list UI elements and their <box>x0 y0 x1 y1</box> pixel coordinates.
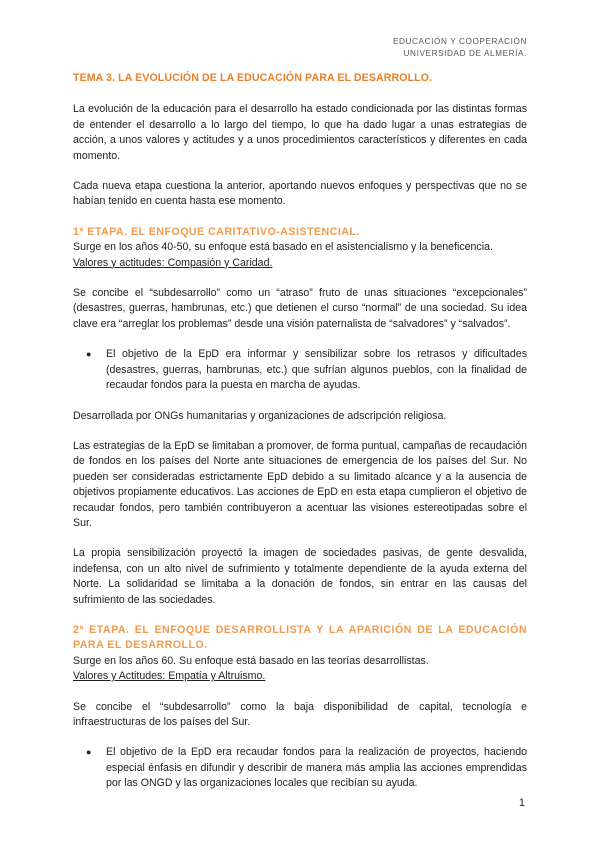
stage2-subtitle: Surge en los años 60. Su enfoque está basado en las teorías desarrollistas. <box>73 654 429 667</box>
intro-paragraph-1: La evolución de la educación para el desarrollo ha estado condicionada por las distintas formas de entender el desarrollo a lo largo del tiempo, lo que ha dado lugar a unas estrategias de acción, a unos valores y actitudes y a unos procedimientos característicos y diferentes en cada momento. <box>73 103 527 162</box>
stage2-values: Valores y Actitudes: Empatía y Altruismo. <box>73 670 266 683</box>
stage2-heading: 2ª ETAPA. EL ENFOQUE DESARROLLISTA Y LA APARICIÓN DE LA EDUCACIÓN PARA EL DESARROLLO. <box>73 623 527 652</box>
stage1-paragraph-3: Las estrategias de la EpD se limitaban a promover, de forma puntual, campañas de recaudación de fondos en los países del Norte ante situaciones de emergencia de los países del Sur. No pueden ser consideradas estrictamente EpD debido a su limitado alcance y a la ausencia de objetivos propiamente educativos. Las acciones de EpD en esta etapa cumplieron el objetivo de recaudar fondos, pero también contribuyeron a acentuar las visiones estereotipadas sobre el Sur. <box>73 439 527 529</box>
intro-paragraph-2: Cada nueva etapa cuestiona la anterior, aportando nuevos enfoques y perspectivas que no se habían tenido en cuenta hasta ese momento. <box>73 180 527 208</box>
stage1-heading: 1ª ETAPA. EL ENFOQUE CARITATIVO-ASISTENCIAL. <box>73 225 360 238</box>
page-header <box>393 36 527 59</box>
header-course: EDUCACIÓN Y COOPERACIÓN <box>392 37 527 46</box>
stage2-bullet-text: El objetivo de la EpD era recaudar fondos para la realización de proyectos, haciendo especial énfasis en difundir y describir de manera más amplia las acciones emprendidas por las ONGD y las organizaciones locales que recibían su ayuda. <box>106 746 527 790</box>
stage2-paragraph-1: Se concibe el “subdesarrollo” como la baja disponibilidad de capital, tecnología e infraestructuras de los países del Sur. <box>73 700 527 728</box>
stage1-paragraph-2: Desarrollada por ONGs humanitarias y organizaciones de adscripción religiosa. <box>73 409 447 422</box>
bullet-icon: ● <box>86 349 92 360</box>
document-title: TEMA 3. LA EVOLUCIÓN DE LA EDUCACIÓN PARA EL DESARROLLO. <box>73 72 433 84</box>
page-number: 1 <box>519 797 525 809</box>
stage1-bullet-text: El objetivo de la EpD era informar y sensibilizar sobre los retrasos y dificultades (desastres, guerras, hambrunas, etc.) que sufrían algunos pueblos, con la finalidad de recaudar fondos para la puesta en marcha de ayudas. <box>106 348 527 392</box>
stage1-paragraph-4: La propia sensibilización proyectó la imagen de sociedades pasivas, de gente desvalida, indefensa, con un alto nivel de sufrimiento y totalmente dependiente de la ayuda externa del Norte. La solidaridad se limitaba a la donación de fondos, sin entrar en las causas del sufrimiento de las sociedades. <box>73 547 527 606</box>
document-body <box>73 71 527 792</box>
bullet-icon: ● <box>86 747 92 758</box>
stage1-subtitle: Surge en los años 40-50, su enfoque está basado en el asistencialismo y la beneficencia. <box>73 241 493 254</box>
stage1-values: Valores y actitudes: Compasión y Caridad. <box>73 256 273 269</box>
stage2-list-item <box>73 745 527 791</box>
stage1-paragraph-1: Se concibe el “subdesarrollo” como un “atraso” fruto de unas situaciones “excepcionales” (desastres, guerras, hambrunas, etc.) que detienen el curso “normal” de una sociedad. Su idea clave era “arreglar los problemas” desde una visión paternalista de “salvadores” y “salvados”. <box>73 287 527 330</box>
stage1-list-item <box>73 347 527 393</box>
header-university: UNIVERSIDAD DE ALMERÍA. <box>403 48 527 58</box>
